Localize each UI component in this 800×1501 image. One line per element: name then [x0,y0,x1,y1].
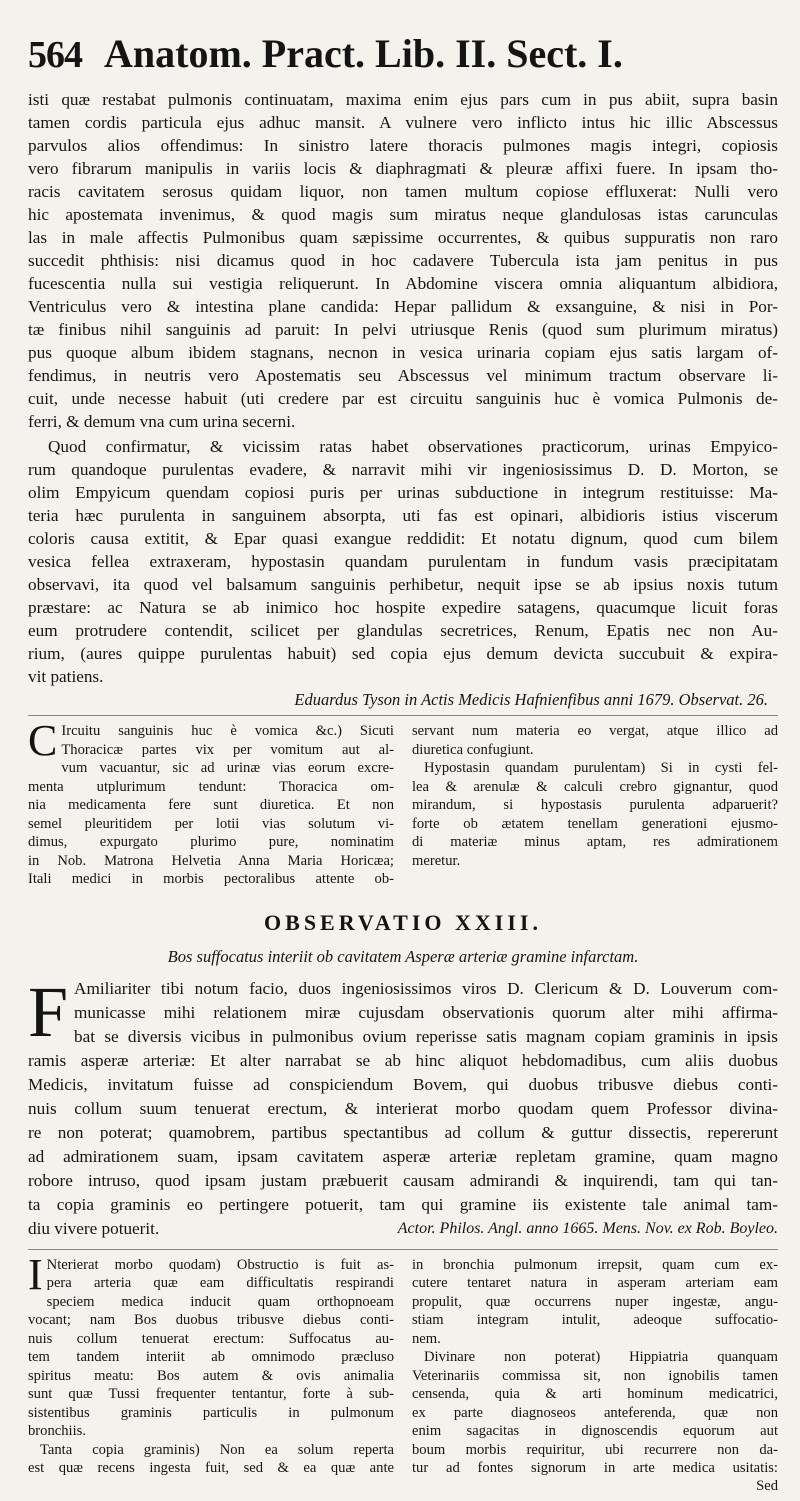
note-line: nem. [412,1330,441,1347]
note-line: pera arteria quæ eam difficultatis respirandi [46,1275,394,1291]
text-line: præstare: ac Natura se ab inimico hoc hospite expedire satagens, quacumque licuit foras [28,598,778,617]
note-line: nuis collum tenuerat erectum: Suffocatus au- [28,1330,394,1347]
text-line: fendimus, in neutris vero Apostematis seu Abscessus vel minimum tractum observare li- [28,366,778,385]
text-line: coloris causa extitit, & Epar quasi exangue reddidit: Et notatu dignum, quod cum bilem [28,529,778,548]
note-line: boum morbis requiritur, ubi recurrere non da- [412,1441,778,1458]
text-line: teria hæc purulenta in sanguinem absorpta, uti fas est opinari, albidioris istius viscerum [28,506,778,525]
note-line: di materiæ minus aptam, res admirationem [412,834,778,850]
note-line: Tanta copia graminis) Non ea solum reperta [40,1441,394,1458]
text-line: ramis asperæ arteriæ: Et alter narrabat se ab hinc aliquot hebdomadibus, cum aliis duobus [28,1050,778,1070]
text-line: ta copia graminis eo pertingere potuerit, tam qui gramine iis existente tale animal tam- [28,1194,778,1214]
catchword: Sed [756,1477,778,1494]
note-line: meretur. [412,852,461,869]
drop-cap: F [28,971,69,1052]
note-line: sunt quæ Tussi frequenter tentantur, forte à sub- [28,1386,394,1402]
text-line: olim Empyicum quendam copiosi puris per urinas subductione in integrum restituisse: Ma- [28,483,778,502]
note-line: Nterierat morbo quodam) Obstructio is fuit as- [46,1256,394,1273]
text-line: ferri, & demum vna cum urina secerni. [28,412,296,431]
text-line: robore intruso, quod ipsam justam præbuerit causam admirandi & inquirendi, tam qui tan- [28,1170,778,1190]
text-line: hic apostemata invenimus, & quod magis sum miratus neque glandulosas istas carunculas [28,205,778,224]
text-line: rium, (aures quippe purulentas habuit) sed copia ejus demum devicta succubuit & expira- [28,644,778,663]
notes-left-column [28,716,394,889]
notes-block-2 [28,1249,778,1496]
text-line: bat se diversis vicibus in pulmonibus ovium reperisse satis magnam copiam graminis in ipsis [74,1026,778,1046]
note-line: Ircuitu sanguinis huc è vomica &c.) Sicuti [61,723,394,739]
note-line: vocant; nam Bos duobus tribusve diebus conti- [28,1312,394,1328]
text-line: racis cavitatem serosus quidam liquor, non tamen multum copiose effluxerat: Nulli vero [28,182,778,201]
observation-subtitle: Bos suffocatus interiit ob cavitatem Asperæ arteriæ gramine infarctam. [167,946,639,966]
text-line: rum quandoque purulentas evadere, & narravit mihi vir ingeniosissimus D. D. Morton, se [28,460,778,479]
note-line: Thoracicæ partes vix per vomitum aut al- [61,741,394,758]
note-line: censenda, quia & arti hominum medicatrici, [412,1386,778,1402]
text-line: las in male affectis Pulmonibus quam sæpissime occurrentes, & quibus suppuratis non raro [28,228,778,247]
text-line: fucescentia nulla sui vestigia reliquerunt. In Abdomine viscera omnia aliquantum albidiora, [28,274,778,293]
note-line: Itali medici in morbis pectoralibus attente ob- [28,871,394,887]
notes-right-column [412,722,778,889]
divider [28,715,778,716]
text-line: vit patiens. [28,667,104,686]
note-line: cutere tentaret natura in asperam arteriam eam [412,1275,778,1291]
divider [28,1249,778,1250]
notes-right-column [412,1256,778,1496]
note-line: Divinare non poterat) Hippiatria quanquam [424,1349,778,1365]
text-line: pus quoque album ibidem stagnans, necnon in vesica urinaria copiam ejus satis largam of- [28,343,778,362]
text-line: Quod confirmatur, & vicissim ratas habet observationes practicorum, urinas Empyico- [48,437,778,456]
note-line: enim sagacitas in dignoscendis equorum aut [412,1423,778,1439]
drop-cap: C [28,716,58,765]
text-line: vesica fellea extraxeram, hypostasin quandam purulentam in fundum vasis præcipitatam [28,552,778,571]
note-line: mirandum, si hypostasis purulenta adparuerit? [412,797,778,813]
line-end-text: diu vivere potuerit. [28,1218,160,1238]
note-line: est quæ recens ingesta fuit, sed & ea quæ ante [28,1460,394,1476]
note-line: tur ad fontes signorum in arte medica usitatis: [412,1460,778,1476]
drop-cap: I [28,1249,43,1299]
observation-body [28,971,778,1241]
text-line: vero fibrarum manipulis in variis locis & diaphragmati & pleuræ affixi fuere. In ipsam tho- [28,159,778,178]
note-line: in Nob. Matrona Helvetia Anna Maria Horicæa; [28,852,394,869]
note-line: diuretica confugiunt. [412,741,534,758]
note-line: vum vacuantur, sic ad urinæ vias eorum excre- [61,760,394,776]
text-line: succedit phthisis: nisi dicamus quod in hoc cadavere Tubercula ista jam penitus in pus [28,251,778,270]
note-line: lea & arenulæ & calculi crebro gignantur, quod [412,778,778,795]
second-paragraph [28,435,778,688]
text-line: ad admirationem suam, ipsam cavitatem asperæ arteriæ repletam gramine, quam magno [28,1146,778,1166]
text-line [28,1217,778,1241]
note-line: in bronchia pulmonum irrepsit, quam cum ex- [412,1256,778,1273]
note-line: Veterinariis commissa sit, non ignobilis tamen [412,1367,778,1384]
text-line: Amiliariter tibi notum facio, duos ingeniosissimos viros D. Clericum & D. Louverum com- [74,978,778,998]
text-line: Medicis, invitatum fuisse ad conspiciendum Bovem, qui duobus tribusve diebus conti- [28,1074,778,1094]
text-line: tamen cordis particula ejus adhuc mansit. A vulnere vero inflicto intus hic illic Abscessus [28,113,778,132]
note-line: forte ob ætatem tenellam generationi ejusmo- [412,815,778,832]
note-line: servant num materia eo vergat, atque illico ad [412,723,778,739]
top-paragraph [28,88,778,433]
note-line: ex parte diagnoseos anteferenda, quæ non [412,1404,778,1421]
page-number: 564 [28,34,82,76]
text-line: municasse mihi relationem miræ cujusdam observationis quorum alter mihi affirma- [74,1002,778,1022]
observation-title: OBSERVATIO XXIII. [264,909,542,935]
note-line: stiam integram intulit, adeoque suffocatio- [412,1312,778,1328]
source-citation: Eduardus Tyson in Actis Medicis Hafnienfibus anni 1679. Observat. 26. [294,690,768,709]
note-line: dimus, expurgato plurimo pure, nominatim [28,834,394,850]
notes-block-1 [28,716,778,889]
note-line: bronchiis. [28,1423,86,1439]
running-title: Anatom. Pract. Lib. II. Sect. I. [104,31,623,76]
text-line: cuit, unde necesse habuit (uti credere par est circuitu sanguinis huc è vomica Pulmonis de- [28,389,778,408]
text-line: Ventriculus vero & intestina plane candida: Hepar pallidum & exsanguine, & nisi in Por- [28,297,778,316]
page-header [28,30,778,88]
text-line: isti quæ restabat pulmonis continuatam, maxima enim ejus pars cum in pus abiit, supra basin [28,90,778,109]
note-line: semel pleuritidem per lotii vias solutum vi- [28,815,394,832]
text-line: re non poterat; quamobrem, partibus spectantibus ad collum & guttur dissectis, repererunt [28,1122,778,1142]
note-line: nia medicamenta fere sunt diuretica. Et non [28,797,394,813]
note-line: speciem medica inducit quam orthopnoeam [46,1293,394,1310]
note-line: spiritus meatu: Bos autem & ovis animalia [28,1367,394,1384]
text-line: tæ finibus nihil sanguinis ad paruit: In pelvi utriusque Renis (quod sum plurimum miratus) [28,320,778,339]
note-line: propulit, quæ occurrens nuper ingestæ, angu- [412,1293,778,1310]
text-line: parvulos alios offendimus: In sinistro latere thoracis pulmones magis integri, copiosis [28,136,778,155]
text-line: nuis collum suum tenuerat erectum, & interierat morbo quodam quem Professor divina- [28,1098,778,1118]
notes-left-column [28,1249,394,1496]
note-line: Hypostasin quandam purulentam) Si in cysti fel- [424,760,778,776]
source-citation: Actor. Philos. Angl. anno 1665. Mens. Nov. ex Rob. Boyleo. [397,1219,778,1237]
note-line: menta utplurimum tendunt: Thoracica om- [28,778,394,795]
note-line: sistentibus graminis particulis in pulmonum [28,1404,394,1421]
note-line: tem tandem interiit ab omnimodo præcluso [28,1349,394,1365]
text-line: eum protrudere contendit, scilicet per glandulas secretrices, Renum, Epatis nec non Au- [28,621,778,640]
text-line: observavi, ita quod vel balsamum sanguinis perhibetur, nequit ipse se ab ipsius noxis tutum [28,575,778,594]
